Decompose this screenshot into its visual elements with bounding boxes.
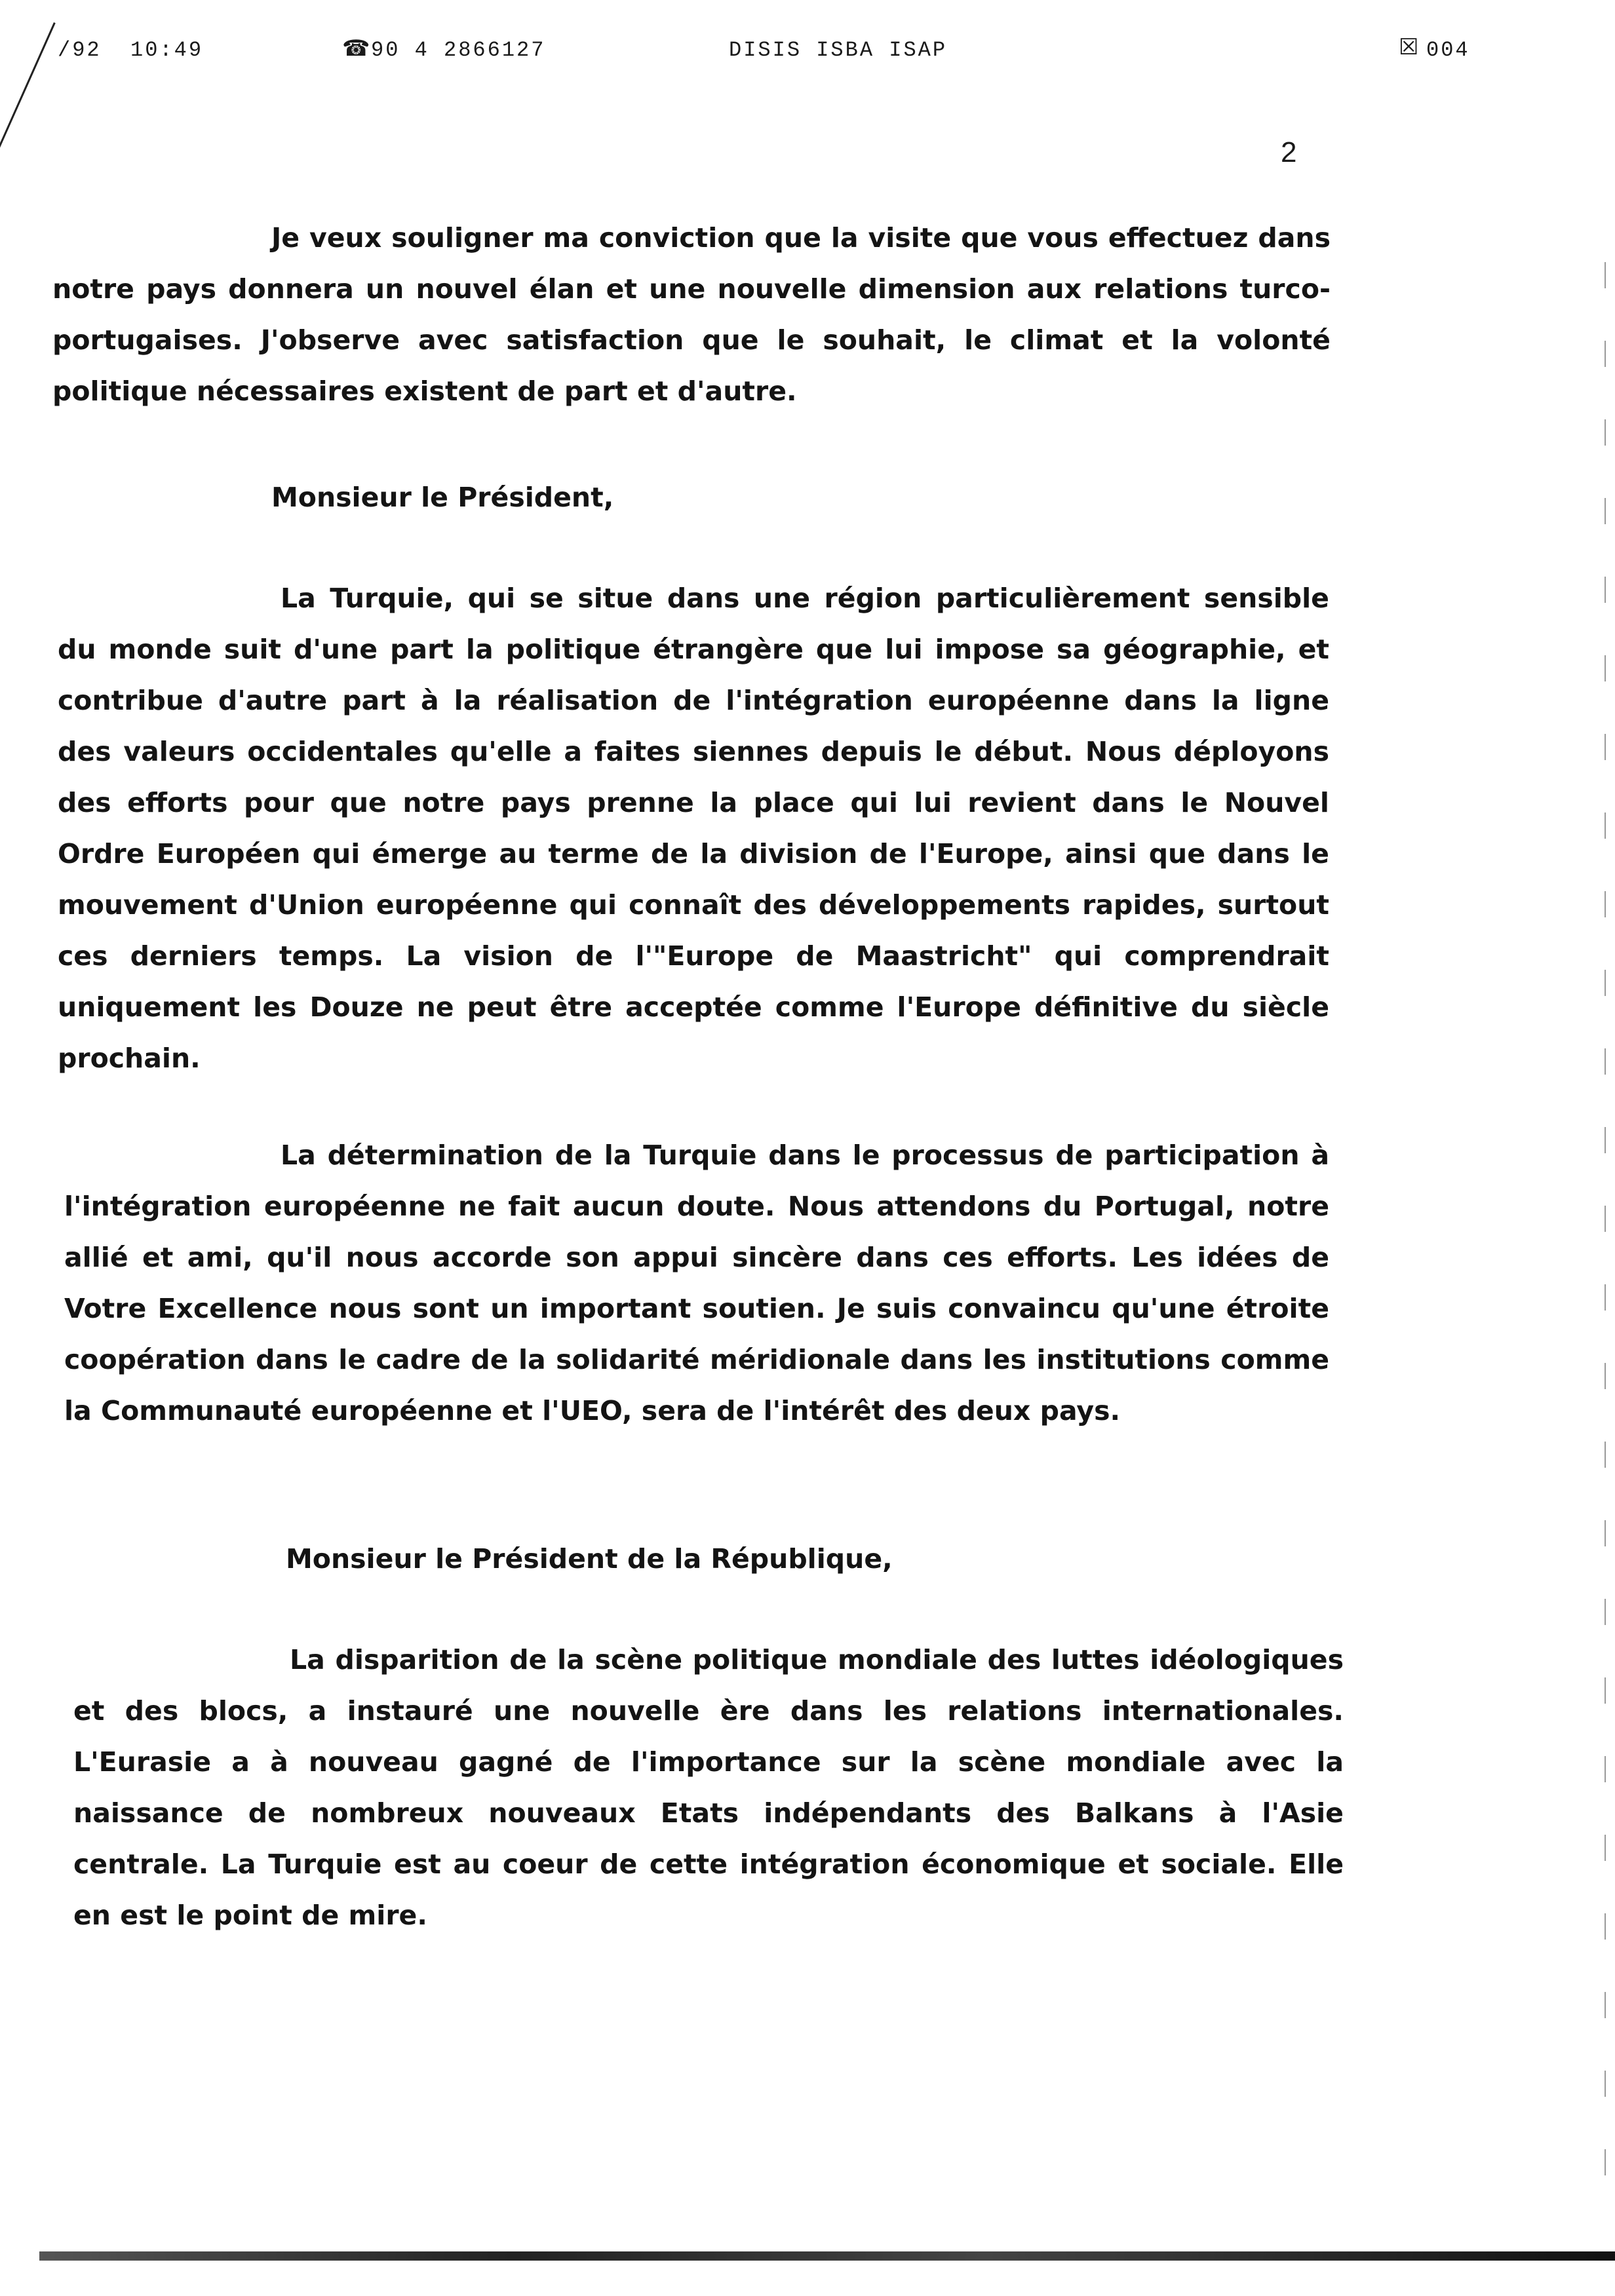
page-number: 2 xyxy=(1281,136,1297,168)
scan-edge-artifact xyxy=(1605,262,1606,2228)
phone-icon: ☎ xyxy=(342,35,372,62)
salutation-2: Monsieur le Président de la République, xyxy=(286,1543,893,1575)
fax-page-counter: 004 xyxy=(1426,38,1470,62)
paragraph-2: La Turquie, qui se situe dans une région particulièrement sensible du monde suit d'une part la politique étrangère que lui impose sa géographie, et contribue d'autre part à la réalisation de l'intégration européenne dans la ligne des valeurs occidentales qu'elle a faites siennes depuis le début. Nous déployons des efforts pour que notre pays prenne la place qui lui revient dans le Nouvel Ordre Européen qui émerge au terme de la division de l'Europe, ainsi que dans le mouvement d'Union européenne qui connaît des développements rapides, surtout ces derniers temps. La vision de l'"Europe de Maastricht" qui comprendrait uniquement les Douze ne peut être acceptée comme l'Europe définitive du siècle prochain. xyxy=(58,583,1329,1074)
paragraph-4: La disparition de la scène politique mondiale des luttes idéologiques et des blocs, a instauré une nouvelle ère dans les relations internationales. L'Eurasie a à nouveau gagné de l'importance sur la scène mondiale avec la naissance de nombreux nouveaux Etats indépendants des Balkans à l'Asie centrale. La Turquie est au coeur de cette intégration économique et sociale. Elle en est le point de mire. xyxy=(73,1644,1344,1931)
fax-date-time: /92 10:49 xyxy=(58,38,204,62)
paragraph-1: Je veux souligner ma conviction que la visite que vous effectuez dans notre pays donnera un nouvel élan et une nouvelle dimension aux relations turco-portugaises. J'observe avec satisfaction que le souhait, le climat et la volonté politique nécessaires existent de part et d'autre. xyxy=(52,222,1331,407)
salutation-1: Monsieur le Président, xyxy=(271,482,614,513)
fax-bottom-scan-band xyxy=(39,2251,1615,2261)
fax-phone-number: 90 4 2866127 xyxy=(371,38,546,62)
fax-box-icon: ☒ xyxy=(1399,34,1421,60)
paragraph-3: La détermination de la Turquie dans le processus de participation à l'intégration européenne ne fait aucun doute. Nous attendons du Portugal, notre allié et ami, qu'il nous accorde son appui sincère dans ces efforts. Les idées de Votre Excellence nous sont un important soutien. Je suis convaincu qu'une étroite coopération dans le cadre de la solidarité méridionale dans les institutions comme la Communauté européenne et l'UEO, sera de l'intérêt des deux pays. xyxy=(64,1139,1329,1426)
fax-sender: DISIS ISBA ISAP xyxy=(729,38,948,62)
